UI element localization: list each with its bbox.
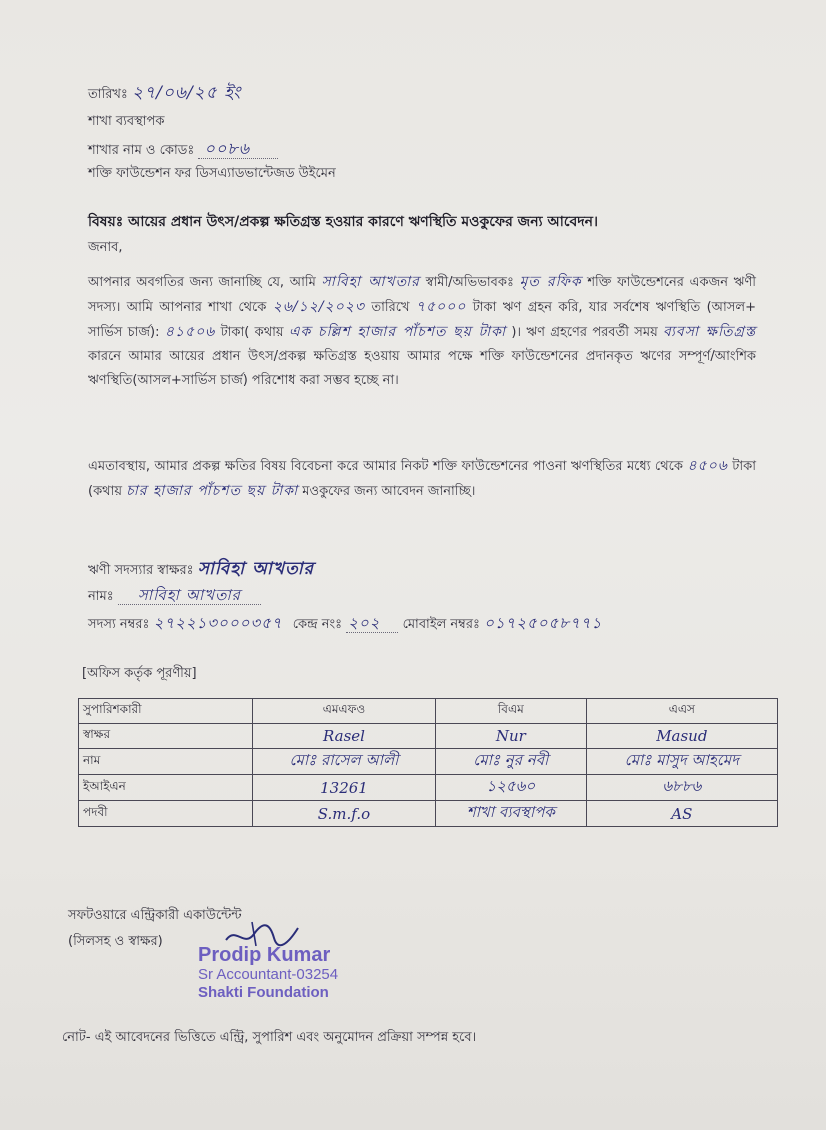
para1-text-7: )। ঋণ গ্রহণের পরবর্তী সময় [511,325,658,340]
member-number-label: সদস্য নম্বরঃ [88,617,150,632]
row-label-ein: ইআইএন [79,775,253,801]
table-header-cell: এমএফও [253,699,436,724]
ein-bm: ১২৫৬০ [486,777,536,795]
seal-signature-label: (সিলসহ ও স্বাক্ষর) [68,934,163,949]
center-number: ২০২ [346,614,398,633]
member-name-label: নামঃ [88,589,114,604]
ein-as: ৬৮৮৬ [662,777,702,795]
designation-bm: শাখা ব্যবস্থাপক [466,803,555,821]
waiver-words: চার হাজার পাঁচশত ছয় টাকা [126,483,299,499]
paragraph-waiver [88,454,756,504]
para2-text-1: এমতাবস্থায়, আমার প্রকল্প ক্ষতির বিষয় বিবেচনা করে আমার নিকট শক্তি ফাউন্ডেশনের পাওনা ঋণস্থিতির মধ্যে থেকে [88,459,683,474]
outstanding-amount: ৪১৫০৬ [164,324,216,340]
date-line [88,80,241,108]
para2-text-2: টাকা (কথায় [88,459,757,499]
member-signature-line [88,556,314,584]
member-number: ২৭২২১৩০০০৩৫৭ [153,614,283,632]
para1-text-1: আপনার অবগতির জন্য জানাচ্ছি যে, আমি [88,275,316,290]
table-row [79,775,778,801]
designation-mfo: S.m.f.o [317,804,371,823]
table-header-cell: বিএম [435,699,586,724]
accountant-label: সফটওয়ারে এন্ট্রিকারী একাউন্টেন্ট [68,908,242,923]
branch-line [88,136,278,163]
member-signature-label: ঋণী সদস্যার স্বাক্ষরঃ [88,563,194,578]
damage-reason: ব্যবসা ক্ষতিগ্রস্ত [663,324,757,340]
stamp-organization: Shakti Foundation [198,984,329,1001]
para1-text-6: টাকা( কথায় [220,325,284,340]
date-value: ২৭/০৬/২৫ ইং [132,83,242,103]
loan-amount: ৭৫০০০ [415,299,467,315]
salutation: জনাব, [88,240,123,255]
organization-name: শক্তি ফাউন্ডেশন ফর ডিসএ্যাডভান্টেজড উইমেন [88,166,336,181]
member-name-line [88,584,261,609]
borrower-name: সাবিহা আখতার [321,274,420,290]
waiver-amount: ৪৫০৬ [687,458,728,474]
row-label-designation: পদবী [79,801,253,827]
name-as: মোঃ মাসুদ আহমেদ [624,751,740,769]
stamp-name: Prodip Kumar [198,944,331,966]
para1-text-4: তারিখে [371,300,410,315]
table-header-cell: সুপারিশকারী [79,699,253,724]
para2-text-3: মওকুফের জন্য আবেদন জানাচ্ছি। [302,484,476,499]
row-label-name: নাম [79,749,253,775]
paragraph-request [88,270,756,393]
para1-text-3: শক্তি ফাউন্ডেশনের একজন ঋণী সদস্য। আমি আপনার শাখা থেকে [88,275,756,315]
table-row [79,801,778,827]
signature-as: Masud [656,727,708,745]
signature-bm: Nur [495,727,526,745]
branch-code: ০০৮৬ [198,139,278,159]
table-header-row [79,699,778,724]
member-id-line [88,612,602,637]
subject-line: বিষয়ঃ আয়ের প্রধান উৎস/প্রকল্প ক্ষতিগ্রস্ত হওয়ার কারণে ঋণস্থিতি মওকুফের জন্য আবেদন। [88,214,598,230]
member-name: সাবিহা আখতার [118,586,261,605]
recipient-title: শাখা ব্যবস্থাপক [88,114,165,129]
office-caption: [অফিস কর্তৃক পূরণীয়] [82,666,197,681]
date-label: তারিখঃ [88,87,128,102]
mobile-label: মোবাইল নম্বরঃ [402,617,480,632]
para1-text-2: স্বামী/অভিভাবকঃ [425,275,514,290]
center-label: কেন্দ্র নংঃ [292,617,343,632]
mobile-number: ০১৭২৫০৫৮৭৭১ [484,614,603,632]
table-row [79,749,778,775]
footer-note: নোট- এই আবেদনের ভিত্তিতে এন্ট্রি, সুপারিশ এবং অনুমোদন প্রক্রিয়া সম্পন্ন হবে। [62,1030,477,1045]
table-row [79,724,778,749]
guardian-name: মৃত রফিক [519,274,582,290]
name-mfo: মোঃ রাসেল আলী [289,751,399,769]
designation-as: AS [671,804,693,823]
para1-text-5: টাকা ঋণ গ্রহন করি, যার সর্বশেষ ঋণস্থিতি (আসল+ সার্ভিস চার্জ): [88,300,757,340]
accountant-stamp [198,944,338,1002]
signature-mfo: Rasel [322,727,365,745]
row-label-signature: স্বাক্ষর [79,724,253,749]
table-header-cell: এএস [586,699,777,724]
member-signature: সাবিহা আখতার [197,559,315,579]
recommendation-table [78,698,778,827]
loan-date: ২৬/১২/২০২৩ [272,299,365,315]
outstanding-words: এক চল্লিশ হাজার পাঁচশত ছয় টাকা [288,324,507,340]
ein-mfo: 13261 [320,778,368,797]
branch-label: শাখার নাম ও কোডঃ [88,143,195,158]
stamp-title: Sr Accountant-03254 [198,966,339,983]
name-bm: মোঃ নুর নবী [473,751,549,769]
para1-text-8: কারনে আমার আয়ের প্রধান উৎস/প্রকল্প ক্ষতিগ্রস্ত হওয়ায় আমার পক্ষে শক্তি ফাউন্ডেশনের প্রদানকৃত ঋণের সম্পূর্ণ/আংশিক ঋণস্থিতি(আসল+সার্ভিস চার্জ) পরিশোধ করা সম্ভব হচ্ছে না। [88,349,756,388]
